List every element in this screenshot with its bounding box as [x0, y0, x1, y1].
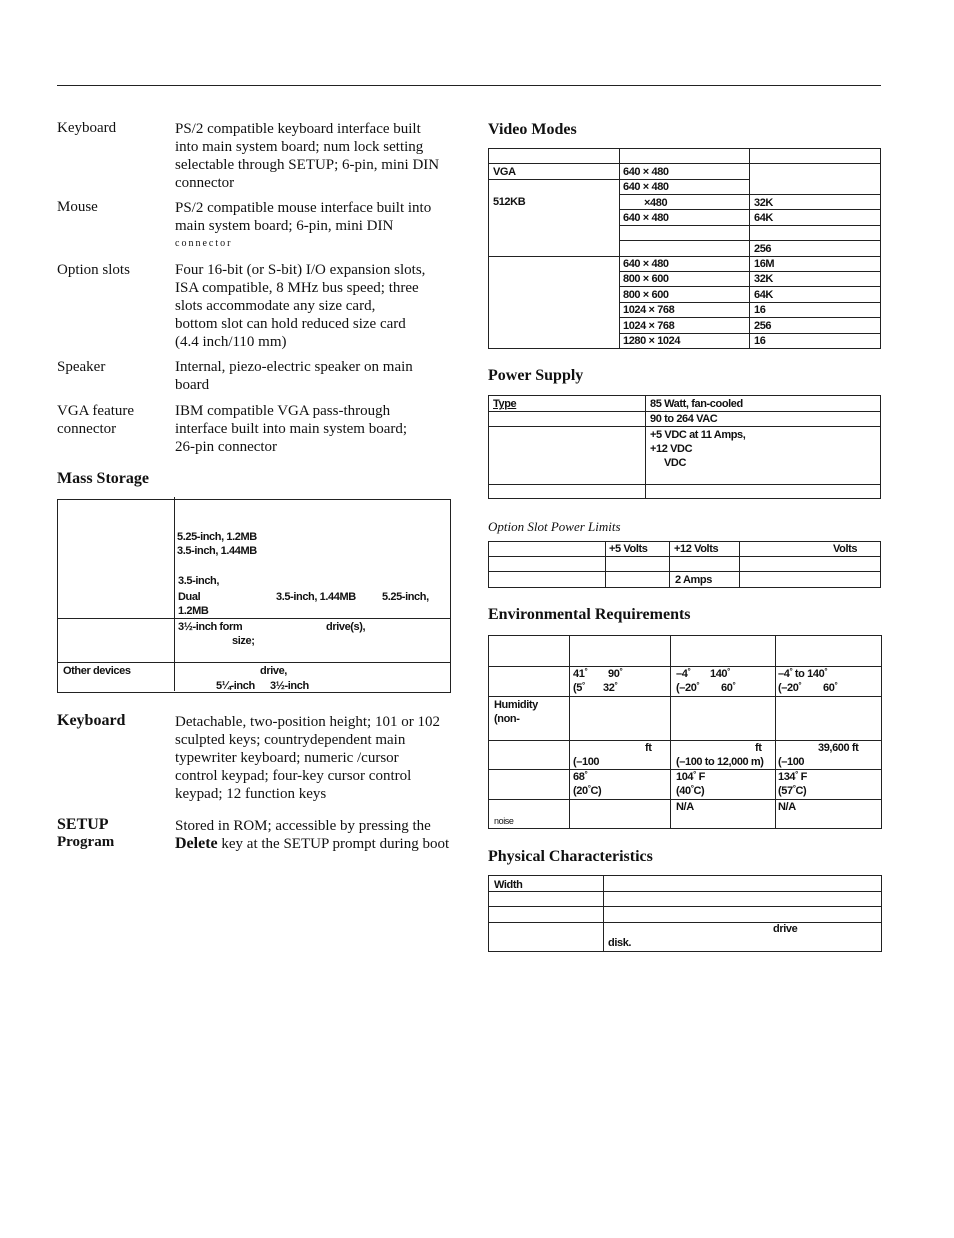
environmental-heading: Environmental Requirements [488, 606, 691, 623]
physical-table: Width drive disk. [488, 875, 882, 952]
spec-desc-option-slots: Four 16-bit (or S-bit) I/O expansion slots, ISA compatible, 8 MHz bus speed; three slots accommodate any size card, bottom slot can hold reduced size card (4.4 inch/110 mm) [175, 262, 426, 350]
keyboard-desc: Detachable, two-position height; 101 or 102 sculpted keys; countrydependent main typewriter keyboard; numeric /cursor control keypad; four-key cursor control keypad; 12 function keys [175, 714, 440, 802]
option-slot-caption: Option Slot Power Limits [488, 519, 621, 534]
spec-label-keyboard: Keyboard [57, 120, 117, 136]
spec-label-vga-feature: VGA feature connector [57, 403, 135, 437]
setup-heading: SETUP Program [57, 816, 115, 850]
power-supply-heading: Power Supply [488, 367, 584, 384]
spec-label-mouse: Mouse [57, 199, 98, 215]
power-supply-table: Type 85 Watt, fan-cooled 90 to 264 VAC +5 VDC at 11 Amps, +12 VDC VDC [488, 395, 881, 499]
spec-desc-vga-feature: IBM compatible VGA pass-through interface built into main system board; 26-pin connector [175, 403, 408, 455]
spec-label-speaker: Speaker [57, 359, 106, 375]
spec-desc-speaker: Internal, piezo-electric speaker on main board [175, 359, 413, 393]
video-modes-table: VGA 512KB 640 × 480 640 × 480 ×480 640 × 480 640 × 480 800 × 600 800 × 600 1024 × 768 1024 × 768 1280 × 1024 32K 64K 256 16M 32K 64K 16 256 16 [488, 148, 881, 349]
top-rule [57, 85, 881, 86]
spec-desc-mouse: PS/2 compatible mouse interface built into main system board; 6-pin, mini DIN connector [175, 200, 432, 249]
keyboard-heading: Keyboard [57, 712, 126, 729]
option-slot-table: +5 Volts +12 Volts Volts 2 Amps [488, 541, 881, 588]
header-tab-mark [629, 85, 703, 86]
spec-label-option-slots: Option slots [57, 262, 130, 278]
mass-storage-heading: Mass Storage [57, 470, 149, 487]
spec-desc-keyboard: PS/2 compatible keyboard interface built into main system board; num lock setting selectable through SETUP; 6-pin, mini DIN connector [175, 121, 440, 191]
video-modes-heading: Video Modes [488, 121, 577, 138]
setup-desc: Stored in ROM; accessible by pressing the Delete key at the SETUP prompt during boot [175, 818, 450, 852]
environmental-table: 41° 90° (5° 32° –4° 140° (–20° 60° –4° to 140° (–20° 60° Humidity (non- ft (–100 ft (–100 to 12,000 m) 39,600 ft (–100 68° (20°C) 104° F (40°C) 134° F (57°C) noise N/A N/A [488, 635, 882, 829]
mass-storage-table: 5.25-inch, 1.2MB 3.5-inch, 1.44MB 3.5-inch, Dual 3.5-inch, 1.44MB 5.25-inch, 1.2MB 3½-inch form drive(s), size; Other devices drive, 5¼-inch 3½-inch [57, 499, 451, 693]
physical-heading: Physical Characteristics [488, 848, 653, 865]
